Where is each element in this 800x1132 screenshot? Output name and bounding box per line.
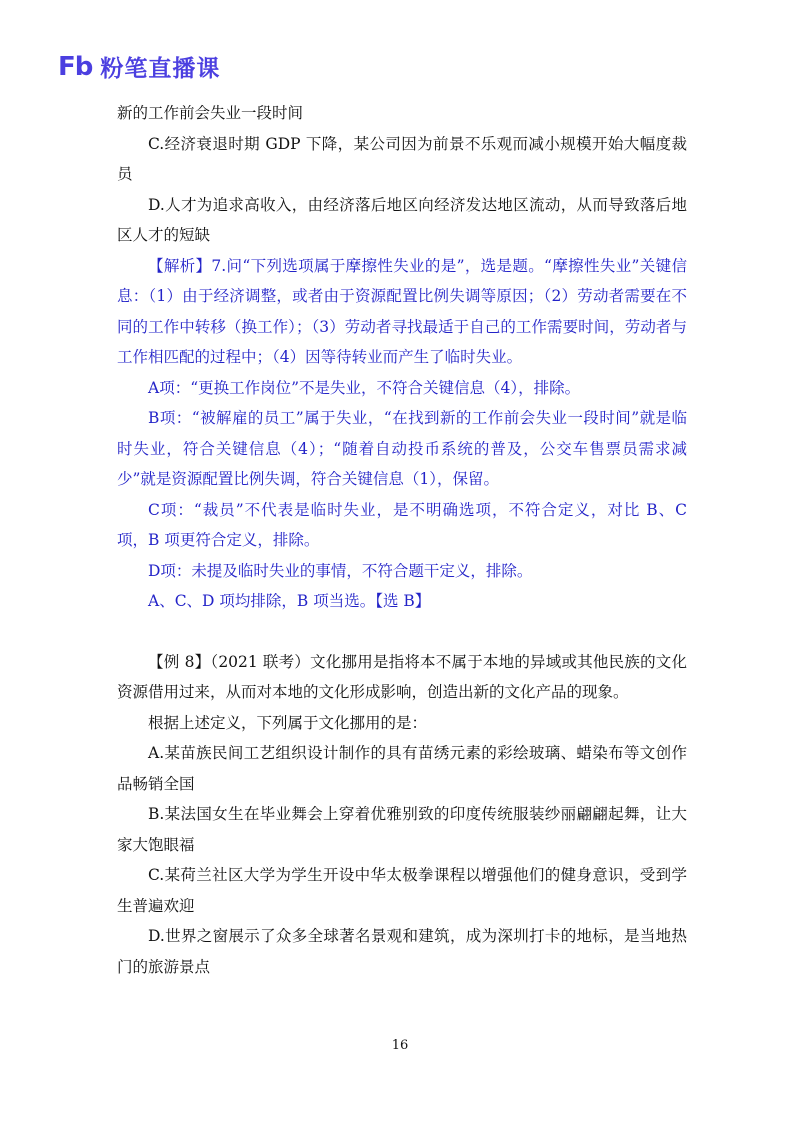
- q8-option-b: B.某法国女生在毕业舞会上穿着优雅别致的印度传统服装纱丽翩翩起舞，让大家大饱眼福: [117, 805, 687, 854]
- page-content: [117, 98, 687, 982]
- q7-answer: A、C、D 项均排除，B 项当选。【选 B】: [148, 592, 431, 610]
- q7-option-c: C.经济衰退时期 GDP 下降，某公司因为前景不乐观而减小规模开始大幅度裁员: [117, 134, 687, 183]
- q7-option-d: D.人才为追求高收入，由经济落后地区向经济发达地区流动，从而导致落后地区人才的短缺: [117, 195, 687, 244]
- q8-option-c: C.某荷兰社区大学为学生开设中华太极拳课程以增强他们的健身意识，受到学生普遍欢迎: [117, 866, 687, 915]
- brand-name: 粉笔直播课: [100, 56, 221, 82]
- q8-option-a: A.某苗族民间工艺组织设计制作的具有苗绣元素的彩绘玻璃、蜡染布等文创作品畅销全国: [117, 744, 687, 793]
- q7-analysis-d: D项：未提及临时失业的事情，不符合题干定义，排除。: [148, 561, 533, 580]
- q7-analysis-intro: 【解析】7.问“下列选项属于摩擦性失业的是”，选是题。“摩擦性失业”关键信息：（1）由于经济调整，或者由于资源配置比例失调等原因；（2）劳动者需要在不同的工作中转移（换工作）；（3）劳动者寻找最适于自己的工作需要时间，劳动者与工作相匹配的过程中；（4）因等待转业而产生了临时失业。: [117, 256, 687, 366]
- q7-analysis-c: C项：“裁员”不代表是临时失业，是不明确选项，不符合定义，对比 B、C 项，B 项更符合定义，排除。: [117, 500, 687, 549]
- q7-analysis-b: B项：“被解雇的员工”属于失业，“在找到新的工作前会失业一段时间”就是临时失业，符合关键信息（4）；“随着自动投币系统的普及，公交车售票员需求减少”就是资源配置比例失调，符合关键信息（1），保留。: [117, 409, 687, 488]
- page-number: 16: [391, 1038, 409, 1053]
- q8-stem: 【例 8】（2021 联考）文化挪用是指将本不属于本地的异域或其他民族的文化资源借用过来，从而对本地的文化形成影响，创造出新的文化产品的现象。: [117, 652, 687, 701]
- section-gap: [117, 617, 687, 647]
- q7-analysis-a: A项：“更换工作岗位”不是失业，不符合关键信息（4），排除。: [148, 378, 581, 397]
- q8-prompt: 根据上述定义，下列属于文化挪用的是：: [148, 713, 428, 732]
- brand-logo: [58, 50, 220, 83]
- fb-logo-icon: Fb: [58, 51, 93, 82]
- q8-option-d: D.世界之窗展示了众多全球著名景观和建筑，成为深圳打卡的地标，是当地热门的旅游景点: [117, 927, 687, 976]
- q7-option-b-continued: 新的工作前会失业一段时间: [117, 104, 304, 122]
